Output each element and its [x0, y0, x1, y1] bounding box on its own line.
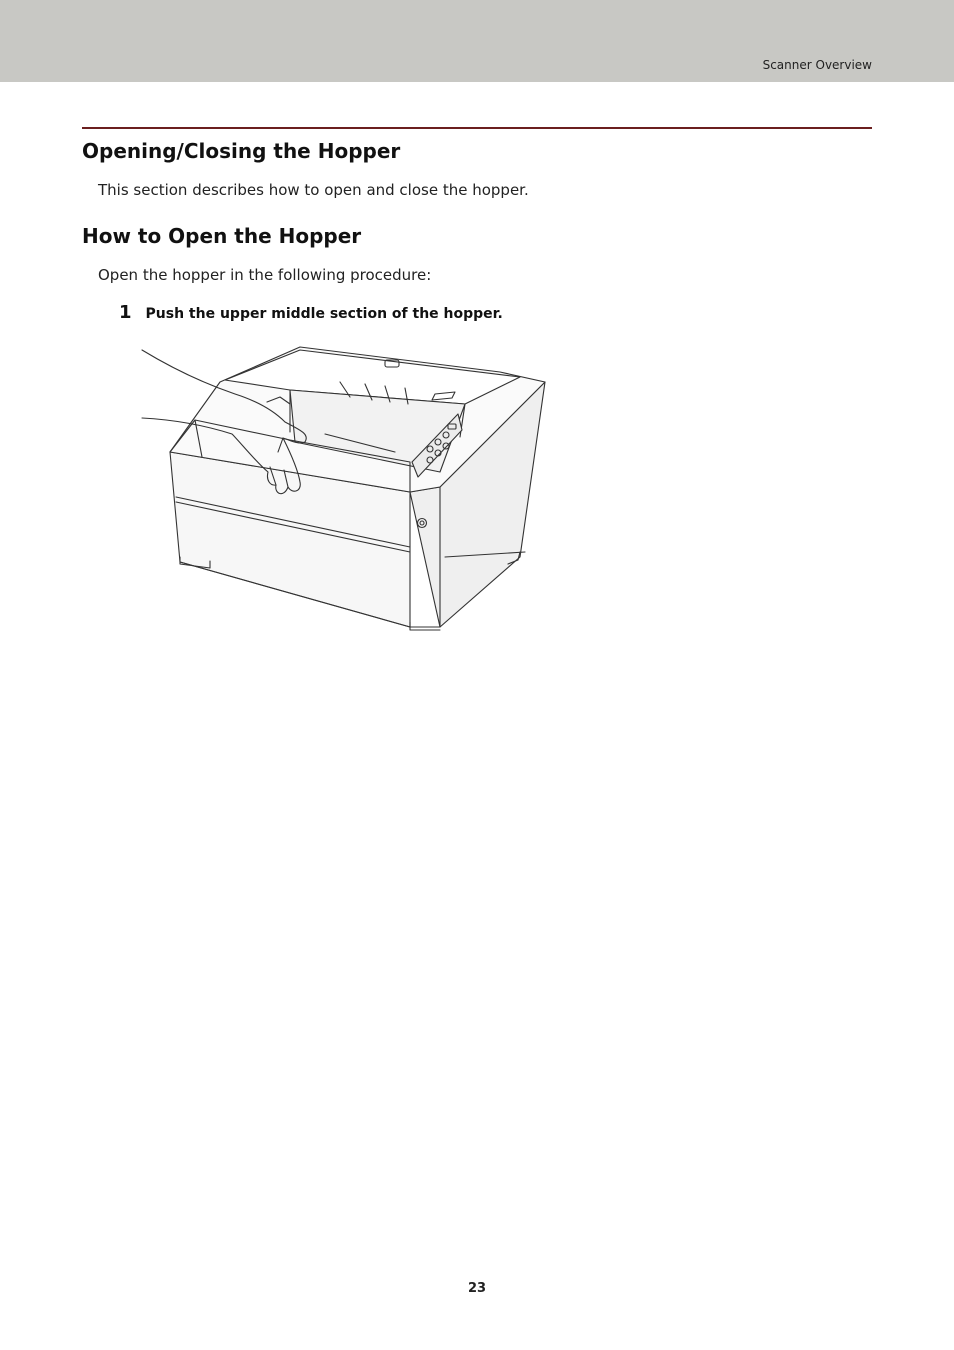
section-rule — [82, 127, 872, 129]
procedure-intro: Open the hopper in the following procedure: — [98, 266, 432, 284]
page-number: 23 — [467, 1281, 487, 1296]
step-1 — [119, 302, 503, 323]
subsection-title: How to Open the Hopper — [82, 224, 362, 248]
section-intro: This section describes how to open and close the hopper. — [98, 181, 529, 199]
scanner-hopper-illustration — [140, 342, 552, 632]
step-text: Push the upper middle section of the hopper. — [145, 306, 503, 322]
step-number: 1 — [119, 302, 132, 323]
section-title: Opening/Closing the Hopper — [82, 139, 401, 163]
running-header: Scanner Overview — [762, 58, 872, 72]
